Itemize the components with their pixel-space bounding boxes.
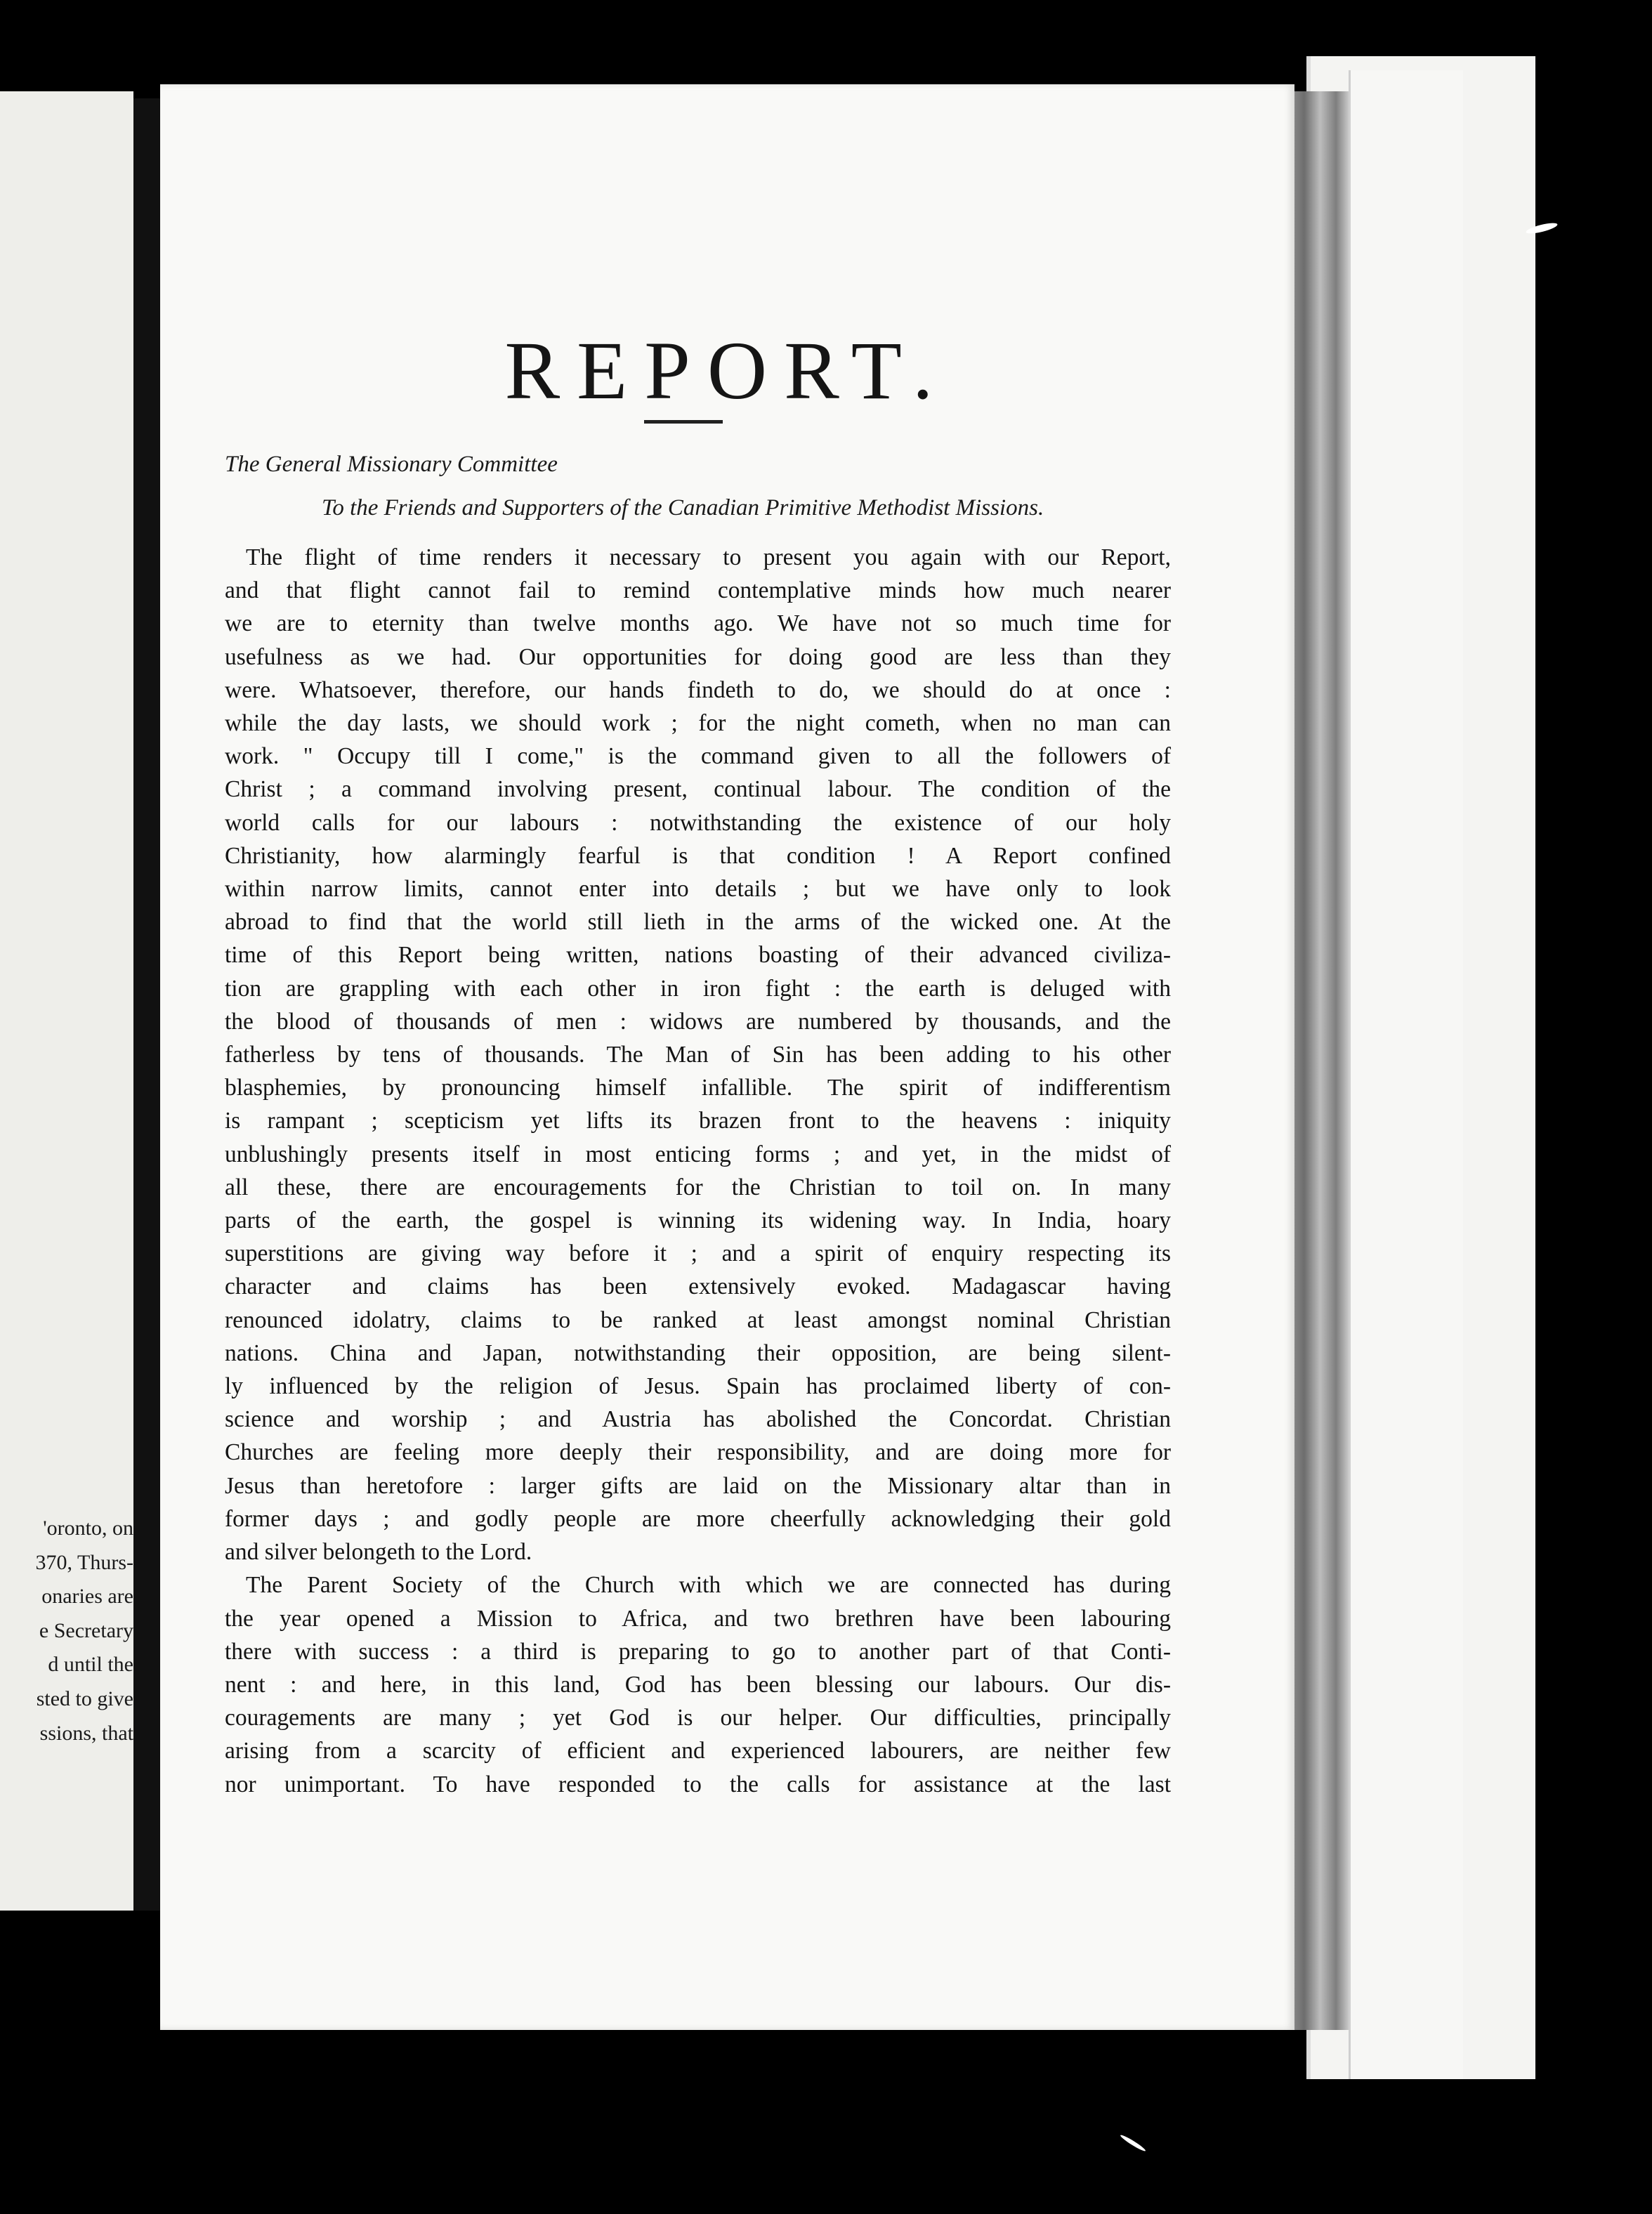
text-line: renounced idolatry, claims to be ranked at least amongst nominal Christian	[225, 1306, 1171, 1333]
text-line: tion are grappling with each other in iron fight : the earth is deluged with	[225, 975, 1171, 1002]
text-line: science and worship ; and Austria has abolished the Concordat. Christian	[225, 1406, 1171, 1433]
text-line: The Parent Society of the Church with which we are connected has during	[246, 1572, 1171, 1599]
text-line: time of this Report being written, nations boasting of their advanced civiliza-	[225, 942, 1171, 969]
left-page-line: onaries are	[41, 1585, 133, 1609]
text-line: arising from a scarcity of efficient and experienced labourers, are neither few	[225, 1738, 1171, 1764]
left-page-line: ssions, that	[39, 1721, 133, 1745]
report-page	[160, 84, 1294, 2030]
left-page-text	[0, 1512, 133, 1750]
text-line: fatherless by tens of thousands. The Man of Sin has been adding to his other	[225, 1042, 1171, 1068]
salutation-from: The General Missionary Committee	[225, 452, 558, 477]
text-line: is rampant ; scepticism yet lifts its brazen front to the heavens : iniquity	[225, 1108, 1171, 1134]
text-line: nent : and here, in this land, God has been blessing our labours. Our dis-	[225, 1671, 1171, 1698]
left-facing-page	[0, 91, 133, 1911]
text-line: and silver belongeth to the Lord.	[225, 1539, 532, 1566]
text-line: blasphemies, by pronouncing himself infallible. The spirit of indifferentism	[225, 1075, 1171, 1101]
left-page-line: e Secretary	[39, 1618, 133, 1642]
left-page-line: sted to give	[36, 1686, 133, 1710]
text-line: within narrow limits, cannot enter into details ; but we have only to look	[225, 876, 1171, 903]
text-line: Churches are feeling more deeply their responsibility, and are doing more for	[225, 1439, 1171, 1466]
book-gutter	[133, 98, 160, 1911]
text-line: Christ ; a command involving present, continual labour. The condition of the	[225, 776, 1171, 803]
text-line: former days ; and godly people are more cheerfully acknowledging their gold	[225, 1505, 1171, 1532]
scan-speck	[1120, 2133, 1147, 2152]
text-line: world calls for our labours : notwithstanding the existence of our holy	[225, 809, 1171, 836]
text-line: all these, there are encouragements for the Christian to toil on. In many	[225, 1174, 1171, 1200]
text-line: we are to eternity than twelve months ago. We have not so much time for	[225, 610, 1171, 637]
text-line: Christianity, how alarmingly fearful is that condition ! A Report confined	[225, 842, 1171, 869]
title-rule	[644, 420, 723, 424]
left-page-line: d until the	[48, 1653, 133, 1677]
left-page-line: 'oronto, on	[43, 1517, 133, 1540]
text-line: and that flight cannot fail to remind contemplative minds how much nearer	[225, 577, 1171, 604]
text-line: the blood of thousands of men : widows are numbered by thousands, and the	[225, 1008, 1171, 1035]
page-title: REPORT.	[504, 325, 950, 417]
book-cover-board	[1349, 70, 1463, 2079]
text-line: usefulness as we had. Our opportunities for doing good are less than they	[225, 643, 1171, 670]
salutation-to: To the Friends and Supporters of the Canadian Primitive Methodist Missions.	[322, 495, 1044, 520]
text-line: while the day lasts, we should work ; for the night cometh, when no man can	[225, 710, 1171, 737]
text-line: parts of the earth, the gospel is winning its widening way. In India, hoary	[225, 1207, 1171, 1234]
text-line: character and claims has been extensively evoked. Madagascar having	[225, 1273, 1171, 1300]
text-line: work. " Occupy till I come," is the command given to all the followers of	[225, 743, 1171, 770]
text-line: nor unimportant. To have responded to the calls for assistance at the last	[225, 1771, 1171, 1797]
text-line: abroad to find that the world still lieth in the arms of the wicked one. At the	[225, 909, 1171, 936]
left-page-line: 370, Thurs-	[35, 1550, 133, 1574]
salutation	[225, 443, 1278, 530]
report-body	[225, 541, 1171, 1801]
text-line: nations. China and Japan, notwithstanding their opposition, are being silent-	[225, 1339, 1171, 1366]
text-line: The flight of time renders it necessary to present you again with our Report,	[246, 544, 1171, 570]
page-edges	[1285, 91, 1349, 2030]
text-line: there with success : a third is preparing to go to another part of that Conti-	[225, 1638, 1171, 1665]
text-line: ly influenced by the religion of Jesus. Spain has proclaimed liberty of con-	[225, 1373, 1171, 1400]
text-line: superstitions are giving way before it ; and a spirit of enquiry respecting its	[225, 1240, 1171, 1267]
text-line: were. Whatsoever, therefore, our hands findeth to do, we should do at once :	[225, 676, 1171, 703]
text-line: couragements are many ; yet God is our helper. Our difficulties, principally	[225, 1705, 1171, 1731]
text-line: the year opened a Mission to Africa, and two brethren have been labouring	[225, 1605, 1171, 1632]
text-line: unblushingly presents itself in most enticing forms ; and yet, in the midst of	[225, 1141, 1171, 1167]
text-line: Jesus than heretofore : larger gifts are laid on the Missionary altar than in	[225, 1472, 1171, 1499]
